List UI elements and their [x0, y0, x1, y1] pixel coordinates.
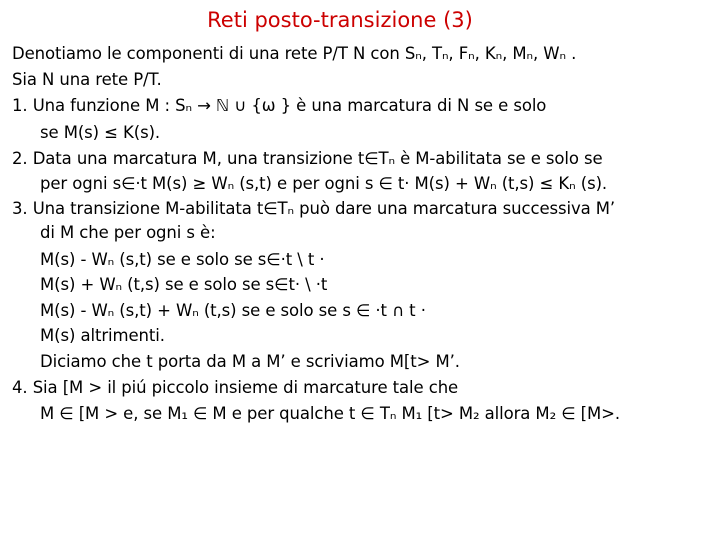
- text-line: 1. Una funzione M : Sₙ → ℕ ∪ {ω } è una marcatura di N se e solo: [12, 96, 547, 115]
- text-line: Denotiamo le componenti di una rete P/T N con Sₙ, Tₙ, Fₙ, Kₙ, Mₙ, Wₙ .: [12, 44, 577, 63]
- text-line: M(s) altrimenti.: [40, 326, 165, 345]
- text-line: Sia N una rete P/T.: [12, 70, 162, 89]
- slide-title: Reti posto-transizione (3): [207, 8, 473, 32]
- text-line: M(s) + Wₙ (t,s) se e solo se s∈t· \ ·t: [40, 275, 328, 294]
- text-line: 2. Data una marcatura M, una transizione t∈Tₙ è M-abilitata se e solo se: [12, 149, 603, 168]
- text-line: se M(s) ≤ K(s).: [40, 123, 161, 142]
- text-line: M(s) - Wₙ (s,t) se e solo se s∈·t \ t ·: [40, 250, 325, 269]
- text-line: per ogni s∈·t M(s) ≥ Wₙ (s,t) e per ogni s ∈ t· M(s) + Wₙ (t,s) ≤ Kₙ (s).: [40, 174, 608, 193]
- text-line: M(s) - Wₙ (s,t) + Wₙ (t,s) se e solo se s ∈ ·t ∩ t ·: [40, 301, 426, 320]
- text-line: di M che per ogni s è:: [40, 223, 216, 242]
- text-line: 3. Una transizione M-abilitata t∈Tₙ può dare una marcatura successiva M’: [12, 199, 616, 218]
- text-line: 4. Sia [M > il piú piccolo insieme di marcature tale che: [12, 378, 459, 397]
- text-line: M ∈ [M > e, se M₁ ∈ M e per qualche t ∈ Tₙ M₁ [t> M₂ allora M₂ ∈ [M>.: [40, 404, 620, 423]
- text-line: Diciamo che t porta da M a M’ e scriviamo M[t> M’.: [40, 352, 460, 371]
